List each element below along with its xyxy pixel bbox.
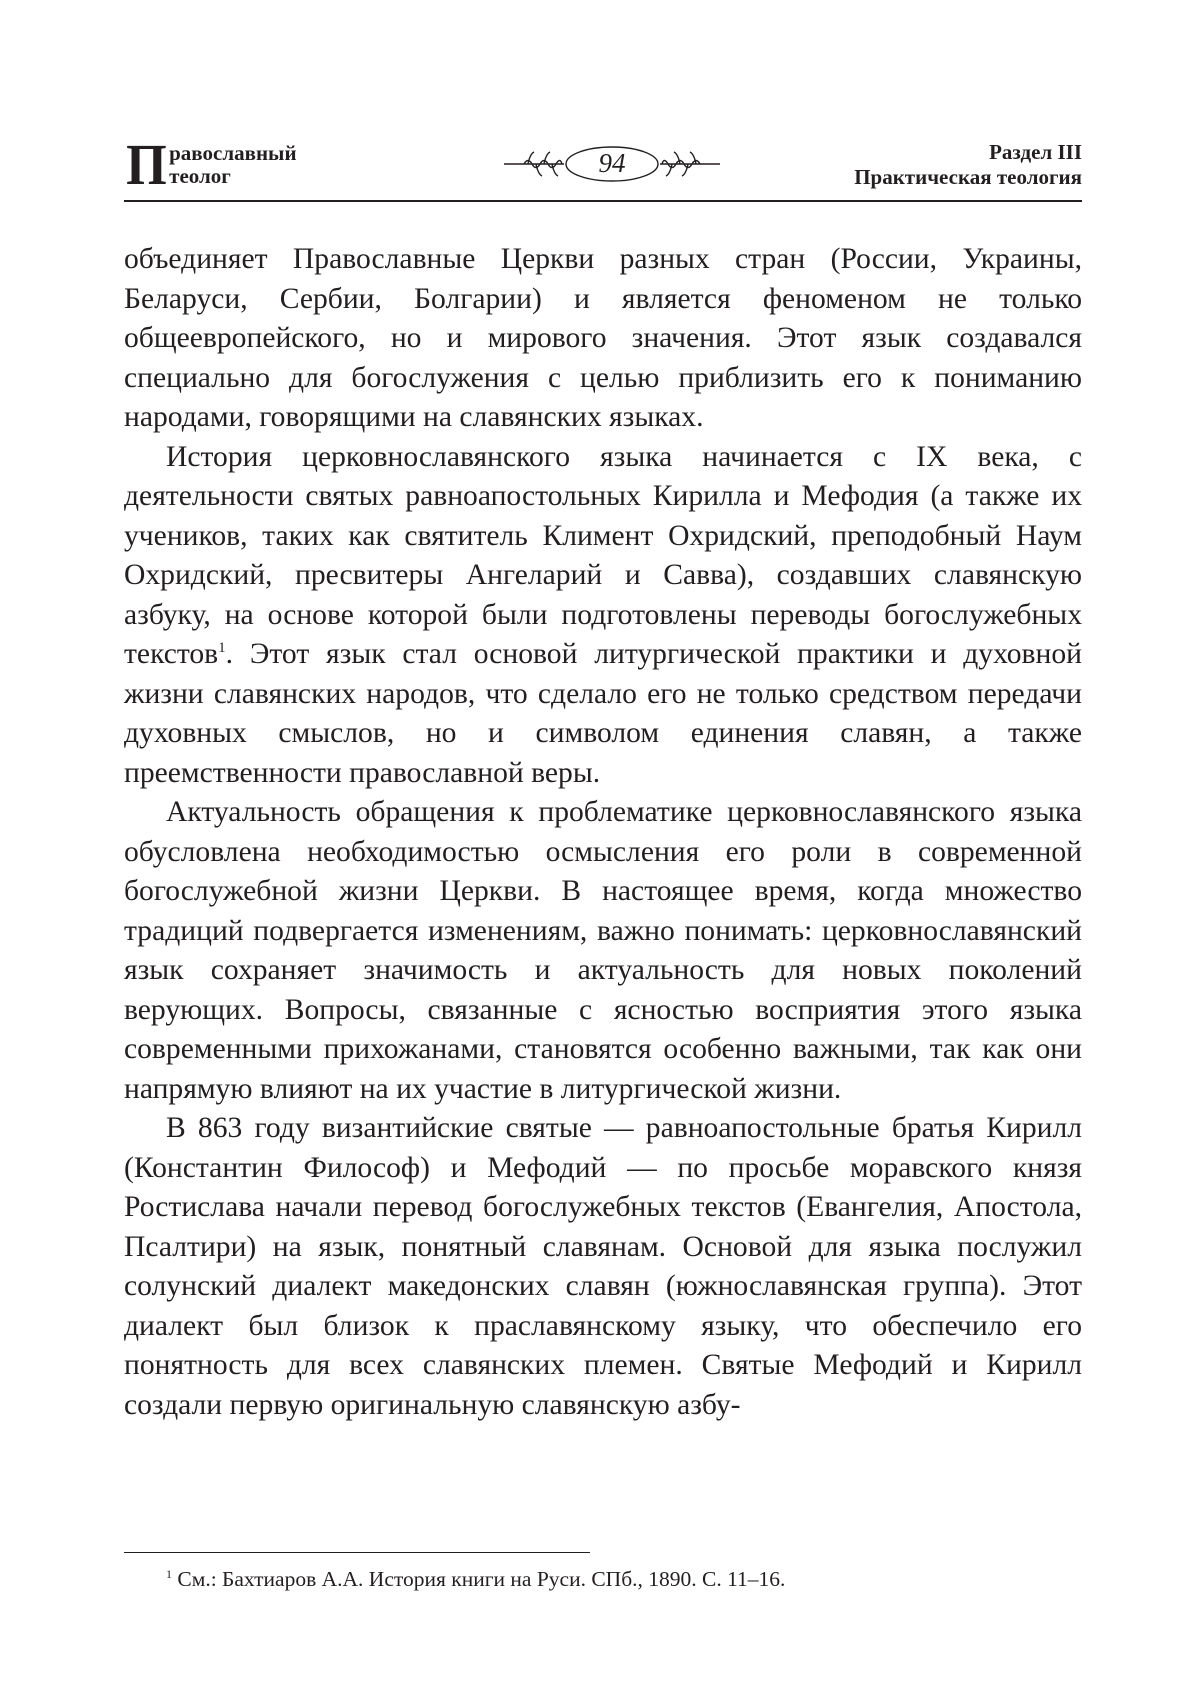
paragraph-4: В 863 году византийские святые — равноапостольные братья Кирилл (Константин Философ) и Мефодий — по просьбе моравского князя Ростислава начали перевод богослужебных текстов (Евангелия, Апостола, Псалтири) на язык, понятный славянам. Основой для языка послужил солунский диалект македонских славян (южнославянская группа). Этот диалект был близок к праславянскому языку, что обеспечило его понятность для всех славянских племен. Святые Мефодий и Кирилл создали первую оригинальную славянскую азбу- <box>124 1112 1082 1421</box>
page-number: 94 <box>598 148 626 178</box>
logo-line-2: теолог <box>169 164 231 188</box>
paragraph-2-text: История церковнославянского языка начинается с IX века, с деятельности святых равноапостольных Кирилла и Мефодия (а также их учеников, таких как святитель Климент Охридский, преподобный Наум Охридский, пресвитеры Ангеларий и Савва), создавших славянскую азбуку, на основе которой были подготовлены переводы богослужебных текстов <box>124 440 1082 670</box>
footnote-divider <box>124 1552 590 1553</box>
footnote-text: См.: Бахтиаров А.А. История книги на Руси. СПб., 1890. С. 11–16. <box>177 1567 786 1591</box>
footnote <box>166 1565 1082 1593</box>
paragraph-3: Актуальность обращения к проблематике церковнославянского языка обусловлена необходимостью осмысления его роли в современной богослужебной жизни Церкви. В настоящее время, когда множество традиций подвергается изменениям, важно понимать: церковнославянский язык сохраняет значимость и актуальность для новых поколений верующих. Вопросы, связанные с ясностью восприятия этого языка современными прихожанами, становятся особенно важными, так как они напрямую влияют на их участие в литургической жизни. <box>124 796 1082 1105</box>
paragraph-2 <box>124 438 1082 794</box>
logo-words <box>169 140 296 188</box>
section-line-2: Практическая теология <box>854 165 1082 189</box>
footnote-number: 1 <box>166 1566 172 1581</box>
running-header <box>124 132 1082 202</box>
section-line-1: Раздел III <box>989 140 1082 164</box>
main-text <box>124 240 1082 1425</box>
logo-initial: П <box>126 132 165 197</box>
paragraph-2-tail: . Этот язык стал основой литургической практики и духовной жизни славянских народов, что сделало его не только средством передачи духовных смыслов, но и символом единения славян, а также преемственности православной веры. <box>124 638 1082 789</box>
logo-line-1: равославный <box>169 141 297 165</box>
footnote-reference[interactable]: 1 <box>218 640 226 657</box>
paragraph-1: объединяет Православные Церкви разных стран (России, Украины, Беларуси, Сербии, Болгарии) и является феноменом не только общеевропейского, но и мирового значения. Этот язык создавался специально для богослужения с целью приблизить его к пониманию народами, говорящими на славянских языках. <box>124 243 1082 433</box>
section-title <box>854 140 1082 190</box>
page-number-ornament <box>502 144 722 184</box>
journal-logo <box>124 132 297 197</box>
